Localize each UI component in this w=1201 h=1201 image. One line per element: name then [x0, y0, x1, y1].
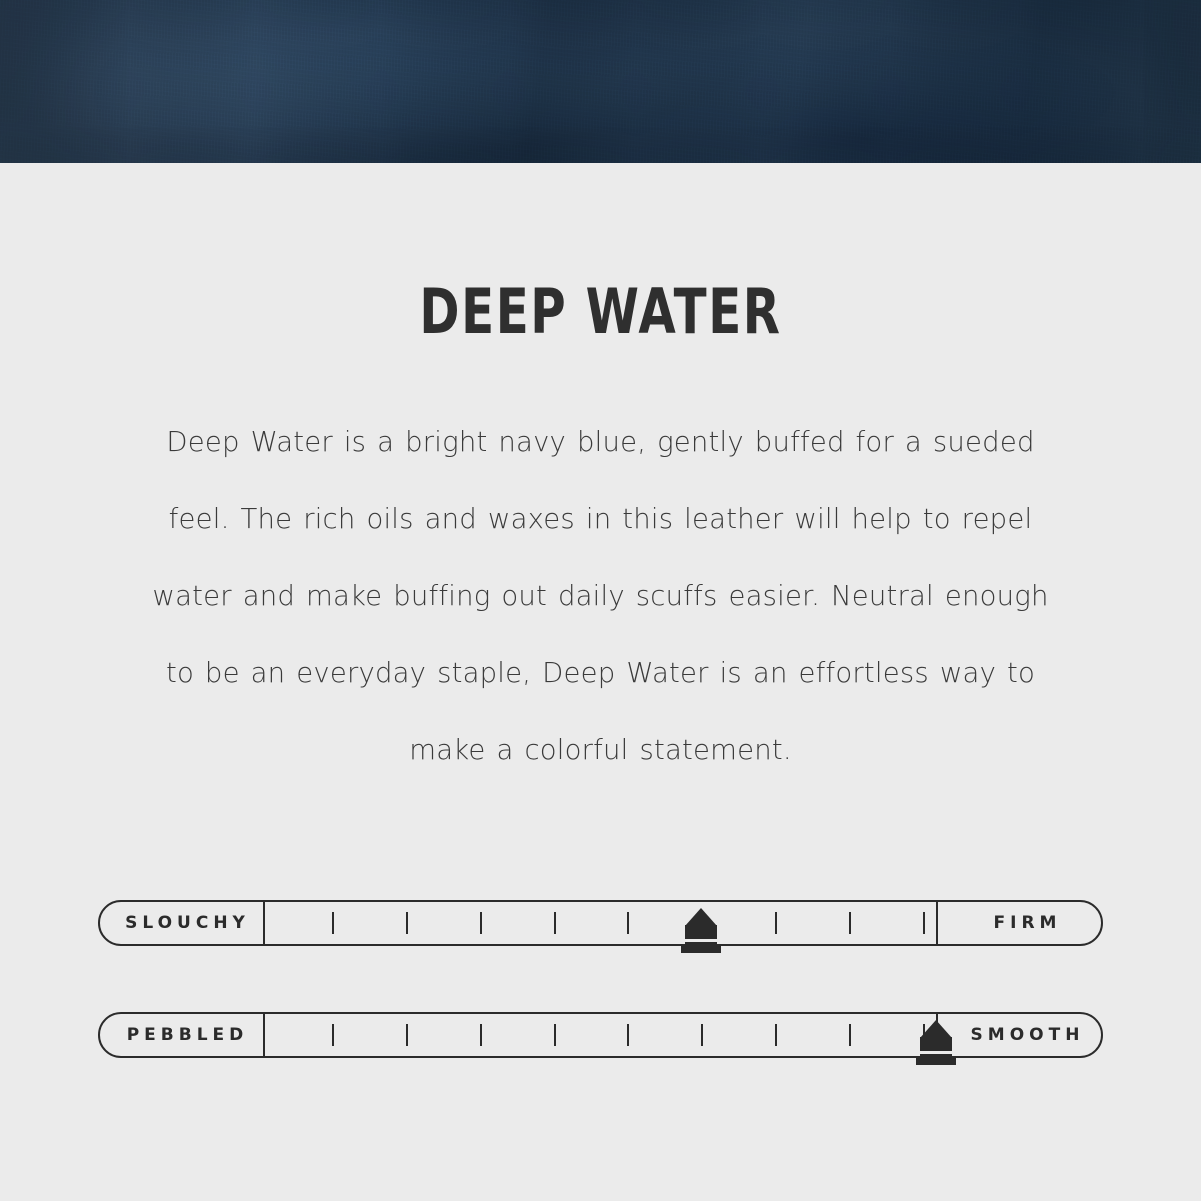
scale-left-label: PEBBLED [98, 1012, 265, 1058]
leather-swatch-image [0, 0, 1201, 163]
marker-arrow-icon [685, 908, 717, 926]
scale-value-marker [914, 1020, 958, 1074]
page-title: DEEP WATER [419, 275, 782, 348]
marker-foot [681, 946, 721, 953]
scale-right-label: FIRM [936, 900, 1103, 946]
scale-tick [332, 1024, 334, 1046]
scale-tick [332, 912, 334, 934]
scale-tick [627, 1024, 629, 1046]
scale-ticks [265, 1012, 936, 1058]
scale-tick [406, 1024, 408, 1046]
scale-tick [554, 912, 556, 934]
scale-texture [98, 1012, 1103, 1058]
scale-tick [480, 912, 482, 934]
scale-tick [480, 1024, 482, 1046]
scale-stiffness [98, 900, 1103, 946]
scale-tick [554, 1024, 556, 1046]
attribute-scales [0, 900, 1201, 1124]
scale-tick [849, 912, 851, 934]
swatch-vignette [0, 0, 1201, 163]
scale-tick [849, 1024, 851, 1046]
scale-right-label: SMOOTH [936, 1012, 1103, 1058]
scale-tick [701, 1024, 703, 1046]
scale-tick [775, 1024, 777, 1046]
scale-value-marker [679, 908, 723, 962]
description-text: Deep Water is a bright navy blue, gently buffed for a sueded feel. The rich oils and waxes in this leather will help to repel water and make buffing out daily scuffs easier. Neutral enough to be an everyday staple, Deep Water is an effortless way to make a colorful statement. [152, 426, 1049, 766]
marker-gap [685, 939, 717, 942]
scale-ticks [265, 900, 936, 946]
marker-gap [920, 1051, 952, 1054]
marker-arrow-icon [920, 1020, 952, 1038]
scale-tick [406, 912, 408, 934]
scale-left-label: SLOUCHY [98, 900, 265, 946]
scale-tick [627, 912, 629, 934]
marker-foot [916, 1058, 956, 1065]
scale-tick [775, 912, 777, 934]
scale-tick [923, 912, 925, 934]
